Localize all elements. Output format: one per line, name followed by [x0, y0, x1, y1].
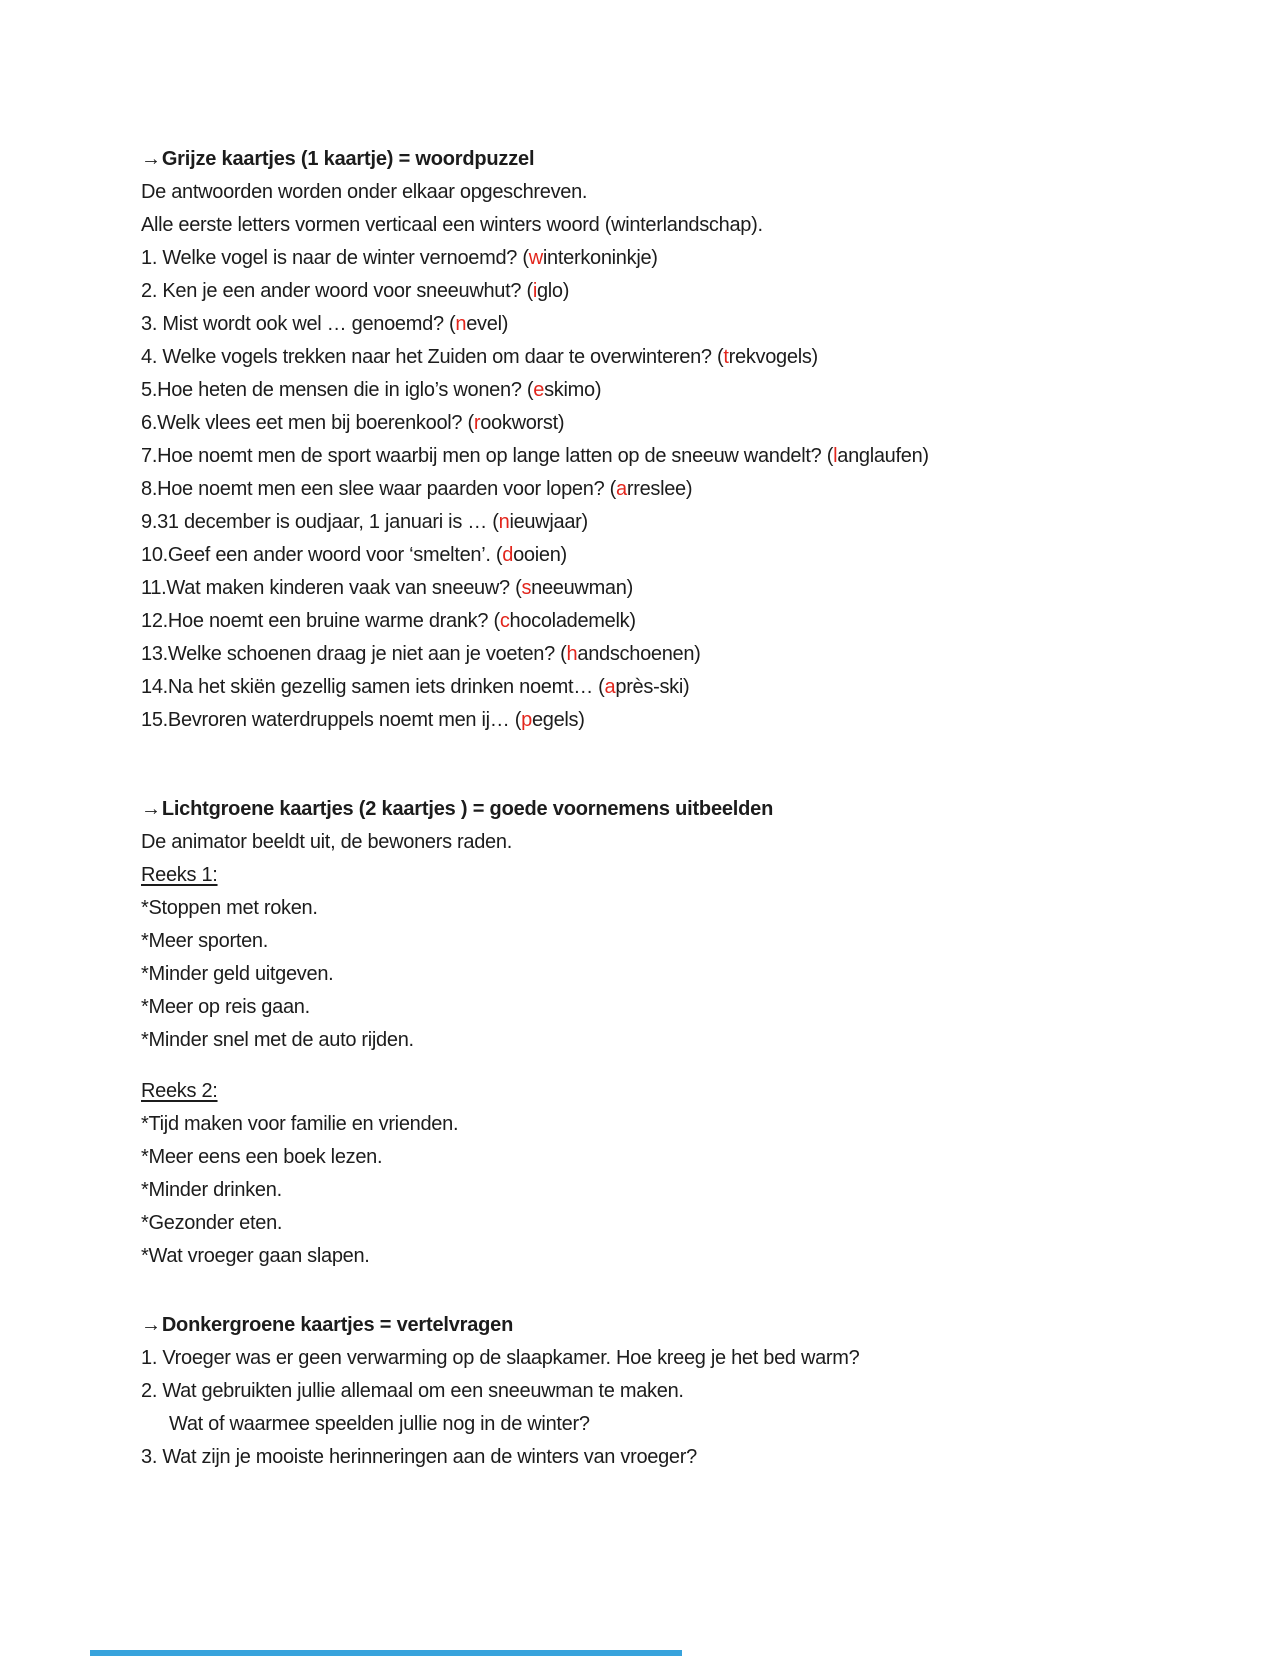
- answer-first-letter: l: [833, 445, 838, 467]
- arrow-icon: →: [141, 1314, 161, 1336]
- quiz-question: [141, 671, 1200, 704]
- question-text: 14.Na het skiën gezellig samen iets drinken noemt… (: [141, 676, 605, 698]
- answer-first-letter: a: [616, 478, 627, 500]
- vertelvragen-list: [141, 1342, 1200, 1474]
- voornemen-item: *Gezonder eten.: [141, 1212, 283, 1234]
- grey-heading-text: Grijze kaartjes (1 kaartje) = woordpuzzel: [161, 148, 535, 170]
- question-text: 1. Welke vogel is naar de winter vernoemd? (: [141, 247, 529, 269]
- voornemen-item: *Minder snel met de auto rijden.: [141, 1029, 414, 1051]
- reeks-label-text: Reeks 1:: [141, 864, 218, 886]
- answer-rest: interkoninkje): [542, 247, 658, 269]
- quiz-question: [141, 341, 1200, 374]
- partial-next-page-bar: [90, 1650, 682, 1656]
- section-lightgreen-cards: [141, 793, 1200, 1273]
- vertelvraag: 1. Vroeger was er geen verwarming op de slaapkamer. Hoe kreeg je het bed warm?: [141, 1347, 860, 1369]
- quiz-question: [141, 605, 1200, 638]
- quiz-question: [141, 704, 1200, 737]
- section-grey-cards: [141, 143, 1200, 737]
- arrow-icon: →: [141, 148, 161, 170]
- question-text: 10.Geef een ander woord voor ‘smelten’. (: [141, 544, 503, 566]
- question-text: 12.Hoe noemt een bruine warme drank? (: [141, 610, 500, 632]
- voornemen-item: *Stoppen met roken.: [141, 897, 318, 919]
- section-darkgreen-cards: [141, 1309, 1200, 1474]
- question-text: 3. Mist wordt ook wel … genoemd? (: [141, 313, 456, 335]
- answer-first-letter: t: [723, 346, 729, 368]
- question-text: 13.Welke schoenen draag je niet aan je voeten? (: [141, 643, 567, 665]
- quiz-question: [141, 275, 1200, 308]
- question-text: 7.Hoe noemt men de sport waarbij men op lange latten op de sneeuw wandelt? (: [141, 445, 834, 467]
- answer-rest: hocolademelk): [509, 610, 636, 632]
- grey-intro-line: Alle eerste letters vormen verticaal een winters woord (winterlandschap).: [141, 214, 763, 236]
- arrow-icon: →: [141, 798, 161, 820]
- lightgreen-intro-line: De animator beeldt uit, de bewoners raden.: [141, 831, 512, 853]
- answer-rest: rekvogels): [728, 346, 818, 368]
- darkgreen-section-heading: [141, 1309, 1200, 1342]
- quiz-question: [141, 308, 1200, 341]
- vertelvraag: 2. Wat gebruikten jullie allemaal om een sneeuwman te maken.: [141, 1380, 684, 1402]
- voornemen-item: *Meer sporten.: [141, 930, 268, 952]
- answer-rest: ooien): [513, 544, 567, 566]
- answer-first-letter: n: [455, 313, 467, 335]
- answer-first-letter: n: [498, 511, 510, 533]
- document-page: [141, 143, 1200, 1474]
- voornemen-item: *Tijd maken voor familie en vrienden.: [141, 1113, 459, 1135]
- question-text: 6.Welk vlees eet men bij boerenkool? (: [141, 412, 474, 434]
- vertelvraag: Wat of waarmee speelden jullie nog in de winter?: [169, 1413, 590, 1435]
- grey-intro-line: De antwoorden worden onder elkaar opgeschreven.: [141, 181, 588, 203]
- voornemen-item: *Minder geld uitgeven.: [141, 963, 334, 985]
- lightgreen-heading-text: Lichtgroene kaartjes (2 kaartjes ) = goede voornemens uitbeelden: [161, 798, 774, 820]
- reeks-label: [141, 1075, 1200, 1108]
- answer-first-letter: r: [473, 412, 481, 434]
- answer-first-letter: a: [604, 676, 616, 698]
- answer-rest: ookworst): [480, 412, 565, 434]
- answer-rest: ieuwjaar): [509, 511, 588, 533]
- quiz-question: [141, 374, 1200, 407]
- answer-rest: près-ski): [615, 676, 690, 698]
- answer-rest: anglaufen): [837, 445, 929, 467]
- quiz-question: [141, 638, 1200, 671]
- answer-first-letter: e: [533, 379, 545, 401]
- quiz-question: [141, 473, 1200, 506]
- answer-first-letter: w: [528, 247, 543, 269]
- question-text: 11.Wat maken kinderen vaak van sneeuw? (: [141, 577, 522, 599]
- answer-first-letter: h: [566, 643, 578, 665]
- quiz-question-list: [141, 242, 1200, 737]
- answer-rest: evel): [466, 313, 509, 335]
- question-text: 2. Ken je een ander woord voor sneeuwhut? (: [141, 280, 533, 302]
- reeks-group-list: [141, 859, 1200, 1273]
- question-text: 9.31 december is oudjaar, 1 januari is … (: [141, 511, 499, 533]
- answer-rest: rreslee): [626, 478, 693, 500]
- question-text: 15.Bevroren waterdruppels noemt men ij… (: [141, 709, 522, 731]
- answer-rest: neeuwman): [531, 577, 633, 599]
- answer-rest: andschoenen): [577, 643, 701, 665]
- reeks-group: [141, 1075, 1200, 1273]
- reeks-label: [141, 859, 1200, 892]
- answer-rest: skimo): [544, 379, 602, 401]
- grey-section-heading: [141, 143, 1200, 176]
- answer-first-letter: s: [521, 577, 532, 599]
- question-text: 4. Welke vogels trekken naar het Zuiden om daar te overwinteren? (: [141, 346, 724, 368]
- quiz-question: [141, 407, 1200, 440]
- reeks-group: [141, 859, 1200, 1057]
- quiz-question: [141, 572, 1200, 605]
- answer-rest: egels): [531, 709, 585, 731]
- quiz-question: [141, 506, 1200, 539]
- answer-first-letter: d: [502, 544, 514, 566]
- voornemen-item: *Meer op reis gaan.: [141, 996, 310, 1018]
- quiz-question: [141, 242, 1200, 275]
- answer-first-letter: c: [499, 610, 510, 632]
- darkgreen-heading-text: Donkergroene kaartjes = vertelvragen: [161, 1314, 514, 1336]
- quiz-question: [141, 440, 1200, 473]
- voornemen-item: *Minder drinken.: [141, 1179, 282, 1201]
- answer-first-letter: p: [521, 709, 532, 731]
- answer-first-letter: i: [532, 280, 537, 302]
- answer-rest: glo): [536, 280, 570, 302]
- question-text: 8.Hoe noemt men een slee waar paarden voor lopen? (: [141, 478, 617, 500]
- reeks-label-text: Reeks 2:: [141, 1080, 218, 1102]
- voornemen-item: *Meer eens een boek lezen.: [141, 1146, 383, 1168]
- quiz-question: [141, 539, 1200, 572]
- vertelvraag: 3. Wat zijn je mooiste herinneringen aan de winters van vroeger?: [141, 1446, 697, 1468]
- voornemen-item: *Wat vroeger gaan slapen.: [141, 1245, 370, 1267]
- question-text: 5.Hoe heten de mensen die in iglo’s wonen? (: [141, 379, 534, 401]
- lightgreen-section-heading: [141, 793, 1200, 826]
